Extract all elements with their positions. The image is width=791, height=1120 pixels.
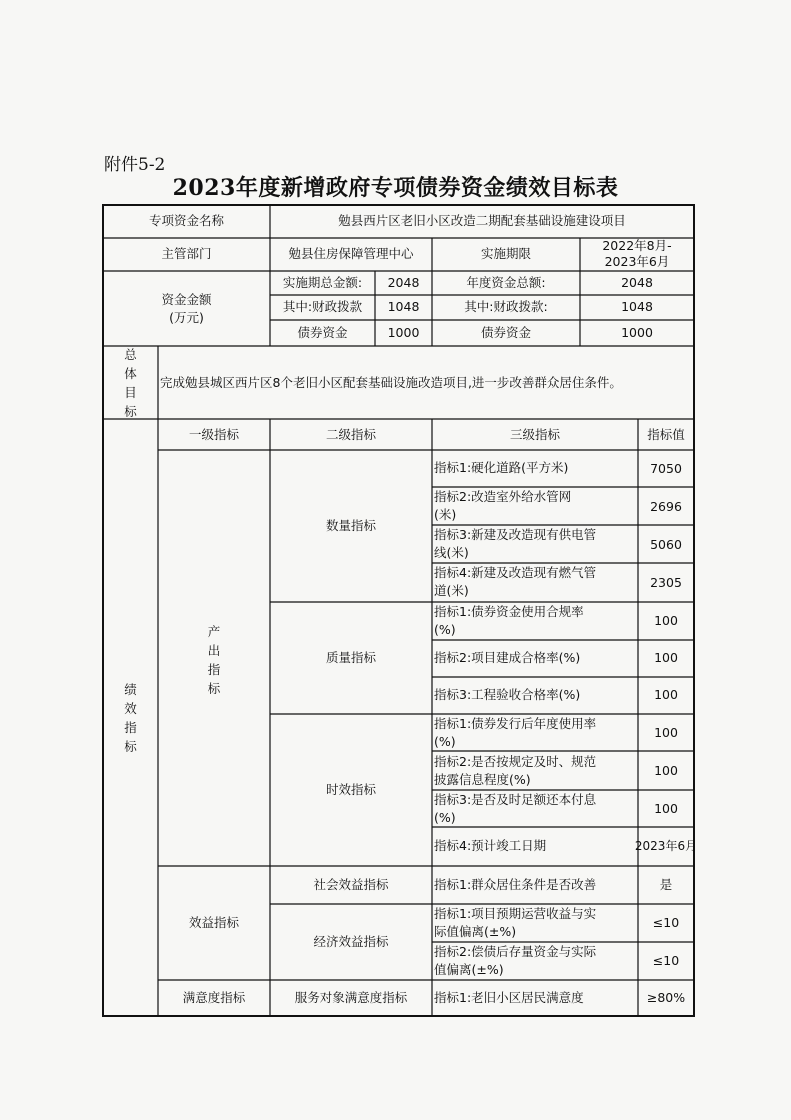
goal-label-char: 标 — [124, 404, 137, 419]
annual-fiscal-label: 其中:财政拨款: — [464, 299, 548, 314]
indicator-line: 指标1:群众居住条件是否改善 — [434, 877, 597, 892]
amount-label-2: (万元) — [169, 310, 204, 325]
indicator-value: ≤10 — [652, 953, 680, 968]
indicator-value: 100 — [654, 801, 678, 816]
page-title: 2023年度新增政府专项债券资金绩效目标表 — [172, 175, 619, 201]
benefit-indicator-label: 效益指标 — [188, 915, 239, 930]
indicator-text — [434, 876, 638, 894]
fiscal-label: 其中:财政拨款 — [282, 299, 363, 314]
indicator-value: 2696 — [650, 499, 682, 514]
indicator-line: 线(米) — [434, 545, 469, 560]
annual-total-value: 2048 — [621, 275, 653, 290]
period-value-1: 2022年8月- — [602, 238, 672, 253]
indicator-line: (%) — [434, 810, 456, 825]
amount-label-1: 资金金额 — [161, 292, 212, 307]
dept-label: 主管部门 — [161, 246, 212, 261]
col-header-value: 指标值 — [647, 427, 685, 442]
indicator-line: (%) — [434, 622, 456, 637]
output-label-char: 出 — [207, 643, 221, 658]
perf-label-char: 标 — [124, 739, 137, 754]
goal-text: 完成勉县城区西片区8个老旧小区配套基础设施改造项目,进一步改善群众居住条件。 — [160, 375, 622, 390]
output-indicator-label — [158, 622, 270, 698]
fund-name-label: 专项资金名称 — [148, 213, 224, 228]
indicator-line: 指标3:是否及时足额还本付息 — [434, 792, 597, 807]
indicator-value: 7050 — [650, 461, 682, 476]
fiscal-value: 1048 — [387, 299, 420, 314]
goal-label-char: 目 — [124, 385, 137, 400]
output-label-char: 产 — [207, 624, 221, 639]
indicator-value: 2023年6月 — [634, 839, 698, 853]
economic-benefit-label: 经济效益指标 — [313, 934, 389, 949]
indicator-line: (%) — [434, 734, 456, 749]
indicator-value: 2305 — [650, 575, 682, 590]
indicator-text — [434, 459, 638, 477]
service-satisfaction-label: 服务对象满意度指标 — [294, 990, 408, 1005]
indicator-line: 指标1:硬化道路(平方米) — [434, 460, 569, 475]
indicator-text — [434, 488, 638, 524]
indicator-text — [434, 791, 638, 827]
indicator-text — [434, 753, 638, 789]
indicator-text — [434, 943, 638, 979]
indicator-line: (米) — [434, 507, 457, 522]
indicator-line: 指标2:项目建成合格率(%) — [434, 650, 581, 665]
indicator-text — [434, 715, 638, 751]
total-value: 2048 — [387, 275, 420, 290]
output-label-char: 标 — [207, 681, 221, 696]
indicator-value: 100 — [654, 613, 678, 628]
satisfaction-indicator-label: 满意度指标 — [182, 990, 246, 1005]
annual-bond-value: 1000 — [621, 325, 653, 340]
col-header-level2: 二级指标 — [325, 427, 376, 442]
fund-name-value: 勉县西片区老旧小区改造二期配套基础设施建设项目 — [338, 213, 626, 228]
goal-label — [103, 345, 158, 421]
time-indicator-label: 时效指标 — [325, 782, 376, 797]
indicator-value: 5060 — [650, 537, 682, 552]
annual-fiscal-value: 1048 — [621, 299, 653, 314]
indicator-value: 100 — [654, 687, 678, 702]
indicator-line: 指标4:预计竣工日期 — [434, 838, 547, 853]
social-benefit-label: 社会效益指标 — [313, 877, 389, 892]
indicator-value: ≤10 — [652, 915, 680, 930]
indicator-text — [434, 686, 638, 704]
goal-label-char: 体 — [124, 366, 137, 381]
indicator-value: 100 — [654, 725, 678, 740]
indicator-line: 值偏离(±%) — [434, 962, 504, 977]
indicator-line: 指标1:债券资金使用合规率 — [434, 604, 584, 619]
output-label-char: 指 — [207, 662, 221, 677]
dept-value: 勉县住房保障管理中心 — [288, 246, 414, 261]
indicator-text — [434, 989, 638, 1007]
indicator-line: 道(米) — [434, 583, 469, 598]
indicator-text — [434, 649, 638, 667]
period-label: 实施期限 — [480, 246, 531, 261]
annual-bond-label: 债券资金 — [480, 325, 531, 340]
indicator-line: 指标4:新建及改造现有燃气管 — [434, 565, 597, 580]
indicator-value: ≥80% — [646, 990, 686, 1005]
indicator-line: 披露信息程度(%) — [434, 772, 531, 787]
indicator-text — [434, 526, 638, 562]
indicator-value: 100 — [654, 650, 678, 665]
indicator-line: 指标1:老旧小区居民满意度 — [434, 990, 584, 1005]
bond-value: 1000 — [387, 325, 420, 340]
indicator-line: 指标3:工程验收合格率(%) — [434, 687, 581, 702]
perf-label-char: 绩 — [124, 682, 137, 697]
indicator-value: 100 — [654, 763, 678, 778]
goal-label-char: 总 — [124, 347, 137, 362]
perf-label — [103, 680, 158, 756]
total-label: 实施期总金额: — [282, 275, 363, 290]
annual-total-label: 年度资金总额: — [466, 275, 546, 290]
indicator-value: 是 — [659, 877, 673, 892]
bond-label: 债券资金 — [297, 325, 348, 340]
indicator-line: 指标2:改造室外给水管网 — [434, 489, 572, 504]
indicator-text — [434, 837, 638, 855]
attachment-number: 附件5-2 — [104, 155, 166, 175]
quantity-indicator-label: 数量指标 — [325, 518, 376, 533]
indicator-line: 际值偏离(±%) — [434, 924, 517, 939]
quality-indicator-label: 质量指标 — [325, 650, 376, 665]
perf-label-char: 效 — [124, 701, 137, 716]
indicator-text — [434, 564, 638, 600]
period-value-2: 2023年6月 — [604, 254, 670, 269]
indicator-text — [434, 905, 638, 941]
indicator-line: 指标1:项目预期运营收益与实 — [434, 906, 597, 921]
indicator-line: 指标3:新建及改造现有供电管 — [434, 527, 597, 542]
indicator-text — [434, 603, 638, 639]
col-header-level1: 一级指标 — [188, 427, 239, 442]
perf-label-char: 指 — [124, 720, 137, 735]
indicator-line: 指标2:是否按规定及时、规范 — [434, 754, 597, 769]
col-header-level3: 三级指标 — [509, 427, 560, 442]
indicator-line: 指标2:偿债后存量资金与实际 — [434, 944, 597, 959]
indicator-line: 指标1:债券发行后年度使用率 — [434, 716, 597, 731]
